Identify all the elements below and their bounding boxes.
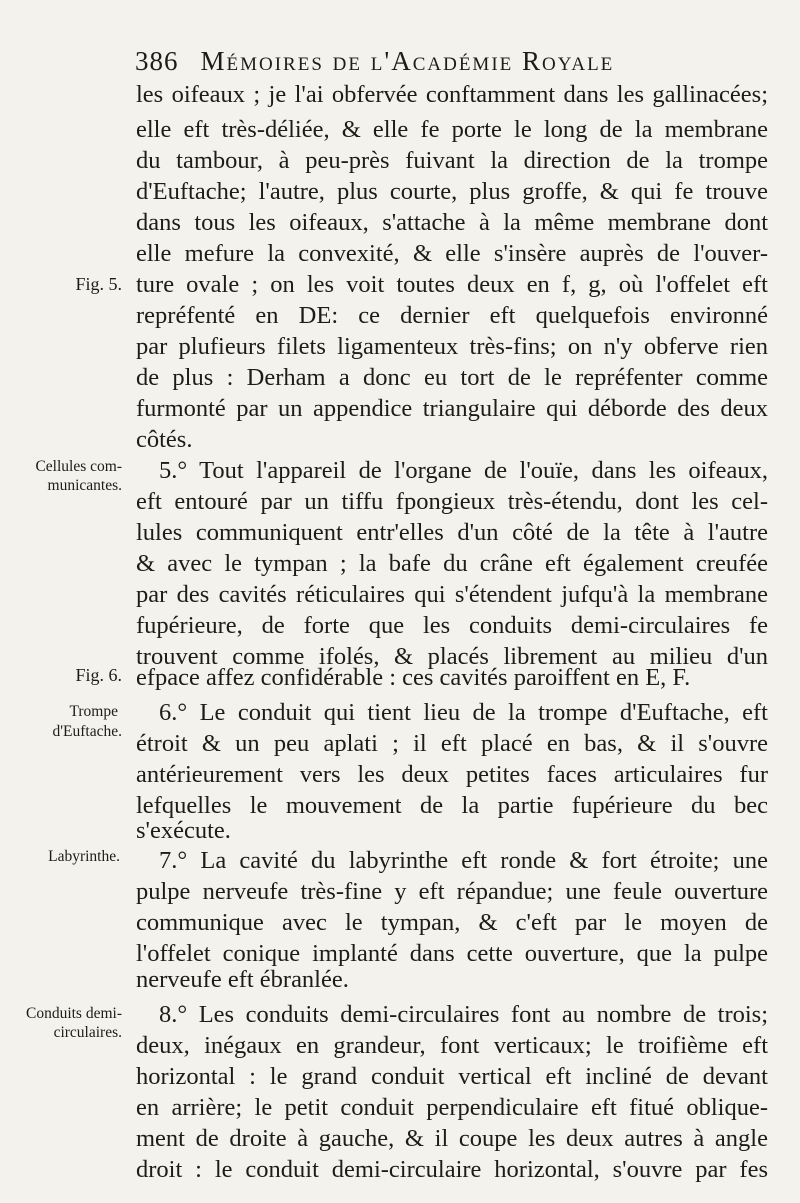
text-line: horizontal : le grand conduit vertical eft incliné de devant [136, 1063, 768, 1090]
page-header [135, 46, 775, 77]
page-number: 386 [135, 46, 179, 76]
text-line: & avec le tympan ; la bafe du crâne eft également creufée [136, 550, 768, 577]
margin-note-trompe-2: d'Euftache. [52, 723, 122, 740]
text-line: trouvent comme ifolés, & placés librement au milieu d'un [136, 643, 768, 670]
text-line: côtés. [136, 426, 193, 453]
text-line: pulpe nerveufe très-fine y eft répandue; une feule ouverture [136, 878, 768, 905]
text-line: du tambour, à peu-près fuivant la direction de la trompe [136, 147, 768, 174]
text-line: par des cavités réticulaires qui s'étendent jufqu'à la membrane [136, 581, 768, 608]
text-line: droit : le conduit demi-circulaire horizontal, s'ouvre par fes [136, 1156, 768, 1183]
text-line: ture ovale ; on les voit toutes deux en f, g, où l'offelet eft [136, 271, 768, 298]
text-line: lules communiquent entr'elles d'un côté de la tête à l'autre [136, 519, 768, 546]
text-line: d'Euftache; l'autre, plus courte, plus groffe, & qui fe trouve [136, 178, 768, 205]
running-title: Mémoires de l'Académie Royale [200, 46, 615, 76]
text-line: ment de droite à gauche, & il coupe les deux autres à angle [136, 1125, 768, 1152]
text-line: efpace affez confidérable : ces cavités paroiffent en E, F. [136, 664, 691, 691]
text-line: étroit & un peu aplati ; il eft placé en bas, & il s'ouvre [136, 730, 768, 757]
text-line: de plus : Derham a donc eu tort de le repréfenter comme [136, 364, 768, 391]
text-line: deux, inégaux en grandeur, font verticaux; le troifième eft [136, 1032, 768, 1059]
text-line: dans tous les oifeaux, s'attache à la même membrane dont [136, 209, 768, 236]
margin-note-cellules-2: municantes. [47, 477, 122, 494]
text-line: elle mefure la convexité, & elle s'insère auprès de l'ouver- [136, 240, 768, 267]
text-line: s'exécute. [136, 817, 231, 844]
margin-note-fig6: Fig. 6. [75, 665, 122, 685]
margin-note-cellules-1: Cellules com- [35, 458, 122, 475]
text-line: 8.° Les conduits demi-circulaires font au nombre de trois; [159, 1001, 768, 1028]
text-line: repréfenté en DE: ce dernier eft quelquefois environné [136, 302, 768, 329]
margin-note-conduits-1: Conduits demi- [25, 1005, 122, 1022]
margin-note-trompe-1: Trompe [69, 703, 118, 720]
text-line: antérieurement vers les deux petites faces articulaires fur [136, 761, 768, 788]
text-line: 7.° La cavité du labyrinthe eft ronde & fort étroite; une [159, 847, 768, 874]
text-line: par plufieurs filets ligamenteux très-fins; on n'y obferve rien [136, 333, 768, 360]
text-line: nerveufe eft ébranlée. [136, 966, 349, 993]
text-line: en arrière; le petit conduit perpendiculaire eft fitué oblique- [136, 1094, 768, 1121]
text-line: fupérieure, de forte que les conduits demi-circulaires fe [136, 612, 768, 639]
text-line: communique avec le tympan, & c'eft par le moyen de [136, 909, 768, 936]
margin-note-fig5: Fig. 5. [75, 274, 122, 294]
text-line: furmonté par un appendice triangulaire qui déborde des deux [136, 395, 768, 422]
text-line: lefquelles le mouvement de la partie fupérieure du bec [136, 792, 768, 819]
margin-note-conduits-2: circulaires. [53, 1024, 122, 1041]
text-line: elle eft très-déliée, & elle fe porte le long de la membrane [136, 116, 768, 143]
text-line: 6.° Le conduit qui tient lieu de la trompe d'Euftache, eft [159, 699, 768, 726]
text-line: les oifeaux ; je l'ai obfervée conftamment dans les gallinacées; [136, 81, 768, 108]
text-line: 5.° Tout l'appareil de l'organe de l'ouïe, dans les oifeaux, [159, 457, 768, 484]
text-line: l'offelet conique implanté dans cette ouverture, que la pulpe [136, 940, 768, 967]
margin-note-labyrinthe: Labyrinthe. [48, 848, 120, 865]
text-line: eft entouré par un tiffu fpongieux très-étendu, dont les cel- [136, 488, 768, 515]
